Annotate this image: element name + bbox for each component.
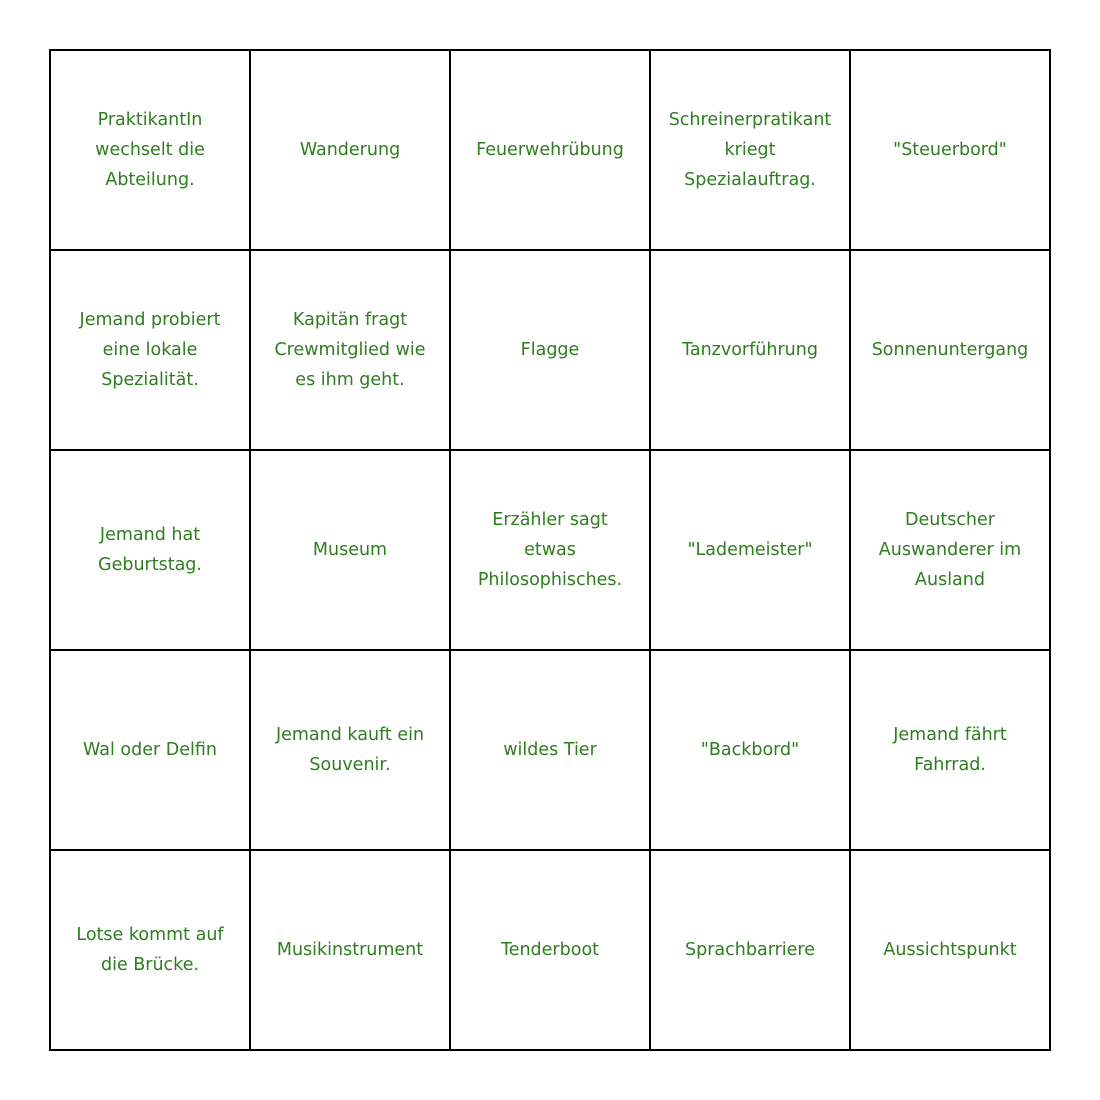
bingo-cell-label: Wal oder Delfin	[83, 740, 217, 760]
bingo-cell-label: Feuerwehrübung	[476, 140, 624, 160]
bingo-cell-label: "Steuerbord"	[893, 140, 1007, 160]
bingo-cell-label: Tenderboot	[500, 940, 600, 960]
bingo-cell[interactable]	[651, 651, 851, 851]
bingo-cell-label: Aussichtspunkt	[883, 940, 1017, 960]
bingo-cell-label: Jemand probiert eine lokale Spezialität.	[79, 310, 221, 390]
bingo-cell[interactable]	[451, 851, 651, 1051]
bingo-cell[interactable]	[51, 651, 251, 851]
bingo-cell[interactable]	[51, 451, 251, 651]
bingo-cell-label: Jemand kauft ein Souvenir.	[275, 725, 425, 775]
bingo-cell[interactable]	[851, 251, 1051, 451]
bingo-cell[interactable]	[851, 651, 1051, 851]
bingo-cell-label: wildes Tier	[503, 740, 597, 760]
bingo-cell-label: "Backbord"	[700, 740, 800, 760]
bingo-cell[interactable]	[851, 451, 1051, 651]
bingo-cell[interactable]	[451, 251, 651, 451]
bingo-cell[interactable]	[651, 851, 851, 1051]
bingo-cell[interactable]	[251, 451, 451, 651]
bingo-cell-label: Schreinerpratikant kriegt Spezialauftrag.	[668, 110, 832, 190]
bingo-cell-label: Tanzvorführung	[682, 340, 818, 360]
bingo-cell-label: Deutscher Auswanderer im Ausland	[878, 510, 1022, 590]
bingo-cell-label: "Lademeister"	[687, 540, 813, 560]
bingo-cell[interactable]	[851, 851, 1051, 1051]
bingo-cell-label: Wanderung	[299, 140, 401, 160]
bingo-cell[interactable]	[51, 851, 251, 1051]
bingo-cell[interactable]	[851, 51, 1051, 251]
bingo-cell[interactable]	[651, 51, 851, 251]
bingo-cell[interactable]	[51, 51, 251, 251]
bingo-cell[interactable]	[251, 51, 451, 251]
bingo-cell[interactable]	[451, 451, 651, 651]
bingo-cell-label: Sonnenuntergang	[871, 340, 1029, 360]
bingo-cell[interactable]	[251, 851, 451, 1051]
bingo-cell[interactable]	[451, 651, 651, 851]
bingo-cell[interactable]	[251, 251, 451, 451]
bingo-cell-label: Musikinstrument	[276, 940, 424, 960]
bingo-cell[interactable]	[651, 451, 851, 651]
bingo-cell[interactable]	[51, 251, 251, 451]
bingo-cell-label: Lotse kommt auf die Brücke.	[76, 925, 224, 975]
bingo-cell-label: Sprachbarriere	[685, 940, 815, 960]
bingo-cell-label: Erzähler sagt etwas Philosophisches.	[477, 510, 623, 590]
bingo-cell-label: Jemand hat Geburtstag.	[98, 525, 202, 575]
bingo-cell[interactable]	[251, 651, 451, 851]
bingo-cell-label: Flagge	[520, 340, 580, 360]
bingo-cell[interactable]	[451, 51, 651, 251]
bingo-cell-label: Jemand fährt Fahrrad.	[893, 725, 1007, 775]
bingo-cell-label: Kapitän fragt Crewmitglied wie es ihm geht.	[274, 310, 426, 390]
bingo-cell-label: PraktikantIn wechselt die Abteilung.	[95, 110, 205, 190]
bingo-cell[interactable]	[651, 251, 851, 451]
bingo-cell-label: Museum	[312, 540, 388, 560]
bingo-board	[49, 49, 1051, 1051]
